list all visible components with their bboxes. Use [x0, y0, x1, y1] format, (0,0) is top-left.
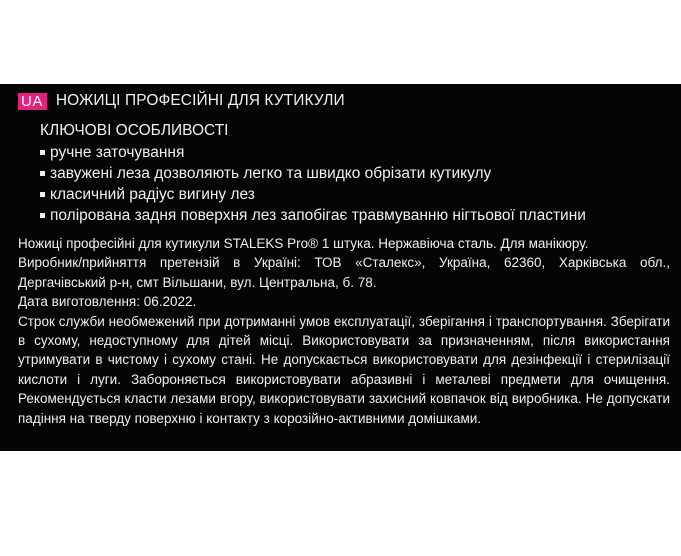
- feature-item: [40, 163, 660, 184]
- manufacture-date: Дата виготовлення: 06.2022.: [18, 294, 197, 310]
- bullet-icon: [40, 171, 45, 176]
- features-heading: КЛЮЧОВІ ОСОБЛИВОСТІ: [40, 122, 229, 139]
- bullet-icon: [40, 150, 45, 155]
- title-row: [18, 91, 345, 111]
- feature-text: класичний радіус вигину лез: [50, 186, 255, 203]
- product-line: Ножиці професійні для кутикули STALEKS Pro® 1 штука. Нержавіюча сталь. Для манікюру.: [18, 236, 589, 251]
- product-description: [18, 234, 670, 428]
- bullet-icon: [40, 192, 45, 197]
- feature-text: ручне заточування: [50, 144, 185, 161]
- manufacturer-info: Виробник/прийняття претензій в Україні: ТОВ «Сталекс», Україна, 62360, Харківська обл., Дергачівський р-н, смт Вільшани, вул. Центральна, б. 78.: [18, 255, 670, 290]
- feature-item: [40, 142, 660, 163]
- feature-list: [40, 142, 660, 226]
- language-badge: UA: [18, 93, 47, 110]
- bullet-icon: [40, 213, 45, 218]
- feature-text: завужені леза дозволяють легко та швидко обрізати кутикулу: [50, 165, 492, 182]
- product-title: НОЖИЦІ ПРОФЕСІЙНІ ДЛЯ КУТИКУЛИ: [55, 92, 345, 109]
- usage-instructions: Строк служби необмежений при дотриманні умов експлуатації, зберігання і транспортування. Зберігати в сухому, недоступному для дітей місці. Використовувати за призначенням, після використання утримувати в чистому і сухому стані. Не допускається використовувати для дезінфекції і стерилізації кислоти і луги. Забороняється використовувати абразивні і металеві предмети для очищення. Рекомендується класти лезами вгору, використовувати захисний ковпачок від виробника. Не допускати падіння на тверду поверхню і контакту з корозійно-активними домішками.: [18, 313, 670, 426]
- feature-item: [40, 205, 660, 226]
- feature-item: [40, 184, 660, 205]
- feature-text: полірована задня поверхня лез запобігає травмуванню нігтьової пластини: [50, 207, 586, 224]
- key-features: [40, 120, 660, 226]
- product-label: [0, 84, 681, 451]
